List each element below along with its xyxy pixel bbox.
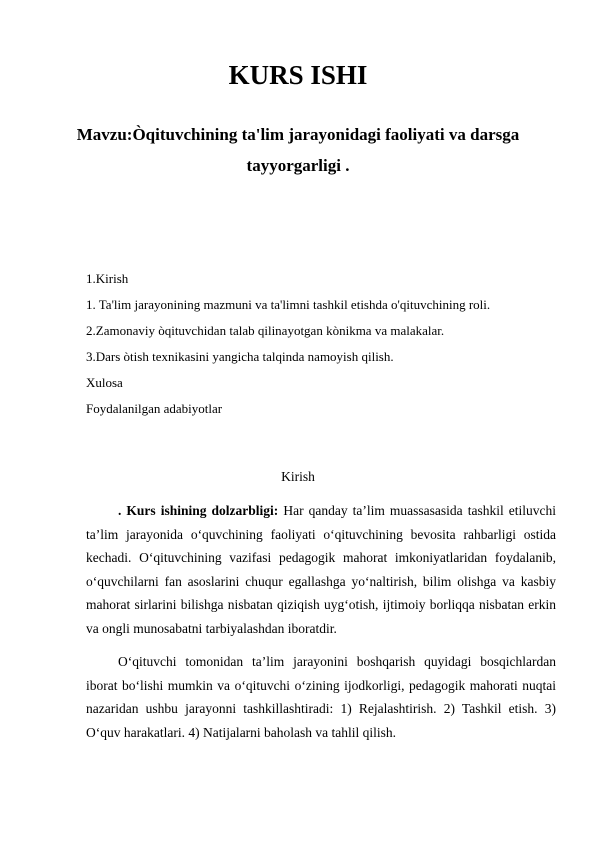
paragraph-relevance-lead: . Kurs ishining dolzarbligi: <box>118 503 279 518</box>
section-heading-intro: Kirish <box>281 469 315 484</box>
toc-item-intro: 1.Kirish <box>86 271 129 286</box>
paragraph-relevance <box>86 499 556 640</box>
toc-item-references: Foydalanilgan adabiyotlar <box>86 401 223 416</box>
paragraph-relevance-body: Har qanday ta’lim muassasasida tashkil etiluvchi ta’lim jarayonida o‘quvchining faoliyati o‘qituvchining bevosita rahbarligi ostida kechadi. O‘qituvchining vazifasi pedagogik mahorat imkoniyatlaridan foydalanib, o‘quvchilarni fan asoslarini chuqur egallashga yo‘naltirish, bilim olishga va kasbiy mahorat sirlarini bilishga nisbatan qiziqish uyg‘otish, ijtimoiy borliqqa nisbatan erkin va ongli munosabatni tarbiyalashdan iboratdir. <box>86 503 556 636</box>
table-of-contents <box>86 266 556 422</box>
toc-item-chapter-3: 3.Dars òtish texnikasini yangicha talqinda namoyish qilish. <box>86 349 394 364</box>
paragraph-teaching-process: O‘qituvchi tomonidan ta’lim jarayonini boshqarish quyidagi bosqichlardan iborat bo‘lishi mumkin va o‘qituvchi o‘zining ijodkorligi, pedagogik mahorati nuqtai nazaridan ushbu jarayonni tashkillashtiradi: 1) Rejalashtirish. 2) Tashkil etish. 3) O‘quv harakatlari. 4) Natijalarni baholash va tahlil qilish. <box>86 654 556 740</box>
toc-item-chapter-1: 1. Ta'lim jarayonining mazmuni va ta'limni tashkil etishda o'qituvchining roli. <box>86 297 491 312</box>
document-title: KURS ISHI <box>228 60 368 90</box>
toc-item-conclusion: Xulosa <box>86 375 123 390</box>
document-subtitle: Mavzu:Òqituvchining ta'lim jarayonidagi faoliyati va darsga tayyorgarligi . <box>76 125 520 175</box>
toc-item-chapter-2: 2.Zamonaviy òqituvchidan talab qilinayotgan kònikma va malakalar. <box>86 323 445 338</box>
